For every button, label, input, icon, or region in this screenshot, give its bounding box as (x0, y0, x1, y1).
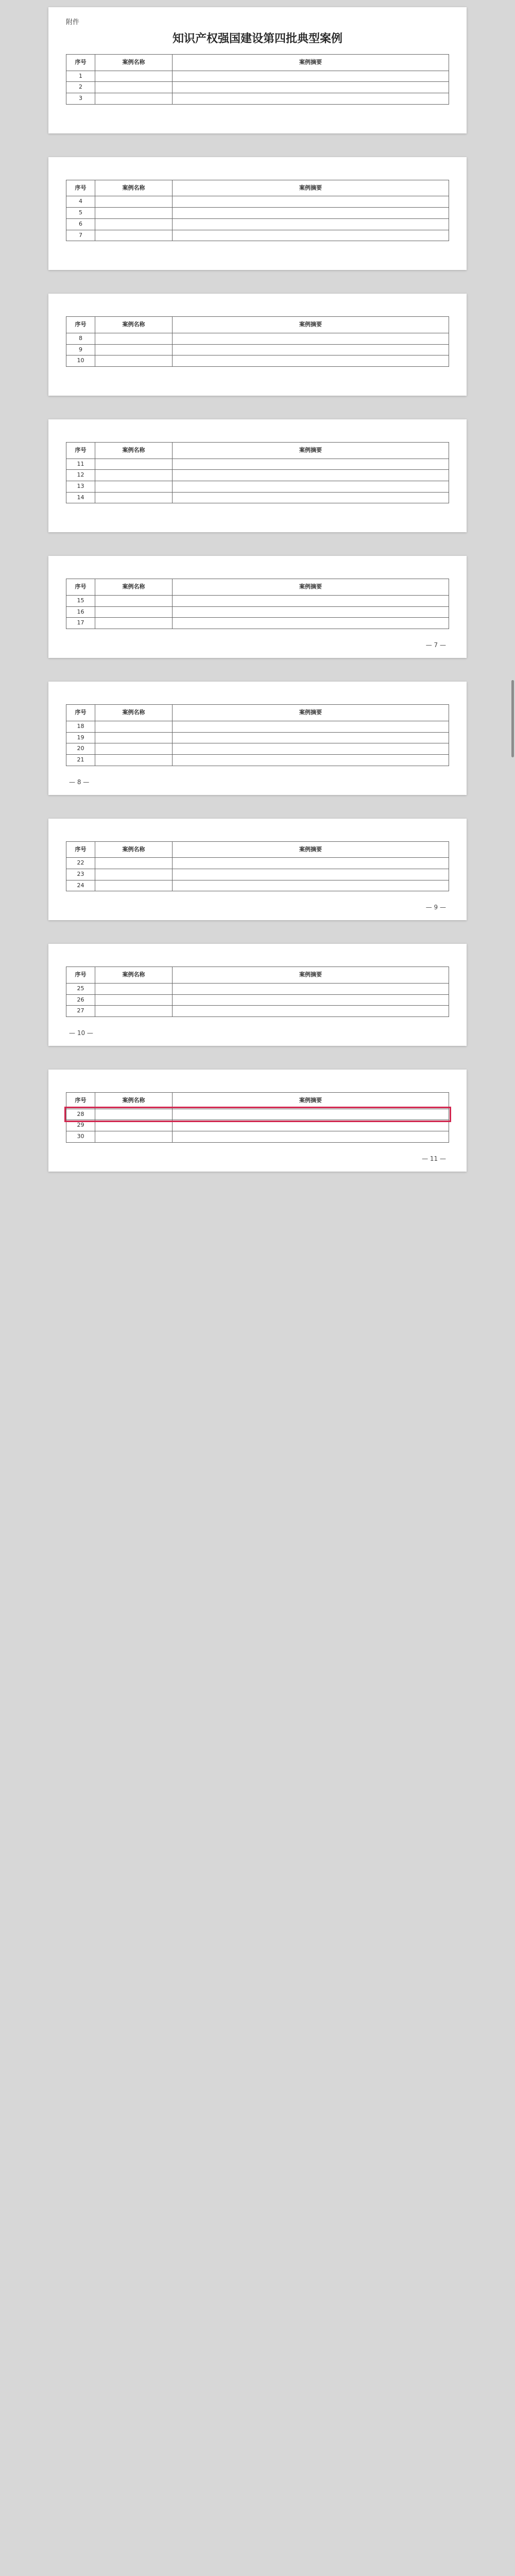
document-page (48, 294, 467, 396)
document-page (48, 1070, 467, 1172)
case-summary (173, 984, 449, 995)
row-number: 21 (66, 754, 95, 766)
header-no: 序号 (66, 180, 95, 196)
case-name (95, 196, 173, 208)
document-page (48, 682, 467, 794)
row-number: 4 (66, 196, 95, 208)
case-summary (173, 218, 449, 230)
row-number: 15 (66, 596, 95, 607)
case-name (95, 230, 173, 241)
document-page (48, 419, 467, 532)
header-case-summary: 案例摘要 (173, 579, 449, 596)
case-name (95, 492, 173, 503)
case-summary (173, 333, 449, 344)
row-number: 1 (66, 71, 95, 82)
table-row (66, 869, 449, 880)
table-row (66, 344, 449, 355)
row-number: 24 (66, 880, 95, 891)
case-name (95, 732, 173, 743)
case-summary (173, 230, 449, 241)
cases-table (66, 704, 449, 766)
case-name (95, 1120, 173, 1131)
row-number: 12 (66, 470, 95, 481)
case-summary (173, 481, 449, 493)
table-row (66, 208, 449, 219)
cases-table (66, 442, 449, 503)
case-name (95, 994, 173, 1006)
case-name (95, 1109, 173, 1120)
table-row (66, 1131, 449, 1143)
header-case-name: 案例名称 (95, 317, 173, 333)
cases-table (66, 841, 449, 892)
case-summary (173, 1131, 449, 1143)
case-name (95, 721, 173, 732)
table-row (66, 858, 449, 869)
table-header-row (66, 579, 449, 596)
header-no: 序号 (66, 317, 95, 333)
case-name (95, 618, 173, 629)
row-number: 5 (66, 208, 95, 219)
table-row (66, 230, 449, 241)
case-summary (173, 93, 449, 105)
table-row (66, 196, 449, 208)
cases-table (66, 579, 449, 629)
page-number: — 10 — (69, 1029, 93, 1037)
table-header-row (66, 1093, 449, 1109)
annex-label: 附件 (66, 19, 80, 26)
table-header-row (66, 55, 449, 71)
row-number: 6 (66, 218, 95, 230)
scrollbar-thumb[interactable] (511, 680, 514, 757)
row-number: 13 (66, 481, 95, 493)
table-row (66, 470, 449, 481)
case-name (95, 333, 173, 344)
case-summary (173, 880, 449, 891)
header-no: 序号 (66, 967, 95, 984)
table-row (66, 984, 449, 995)
cases-table (66, 54, 449, 105)
case-summary (173, 470, 449, 481)
row-number: 26 (66, 994, 95, 1006)
row-number: 8 (66, 333, 95, 344)
cases-table (66, 967, 449, 1017)
row-number: 10 (66, 355, 95, 367)
header-case-name: 案例名称 (95, 1093, 173, 1109)
header-no: 序号 (66, 841, 95, 858)
header-case-summary: 案例摘要 (173, 841, 449, 858)
header-case-name: 案例名称 (95, 180, 173, 196)
document-page (48, 819, 467, 921)
table-header-row (66, 705, 449, 721)
table-row (66, 82, 449, 93)
case-name (95, 1006, 173, 1017)
case-summary (173, 596, 449, 607)
case-name (95, 743, 173, 755)
table-row (66, 459, 449, 470)
header-case-summary: 案例摘要 (173, 1093, 449, 1109)
row-number: 23 (66, 869, 95, 880)
case-summary (173, 1120, 449, 1131)
row-number: 30 (66, 1131, 95, 1143)
case-summary (173, 208, 449, 219)
row-number: 18 (66, 721, 95, 732)
page-number: — 7 — (425, 641, 446, 649)
cases-table (66, 316, 449, 367)
case-name (95, 470, 173, 481)
header-case-summary: 案例摘要 (173, 180, 449, 196)
header-no: 序号 (66, 705, 95, 721)
case-name (95, 869, 173, 880)
table-row (66, 732, 449, 743)
row-number: 25 (66, 984, 95, 995)
case-summary (173, 858, 449, 869)
header-case-summary: 案例摘要 (173, 317, 449, 333)
case-name (95, 344, 173, 355)
case-summary (173, 82, 449, 93)
header-case-name: 案例名称 (95, 579, 173, 596)
case-summary (173, 869, 449, 880)
table-header-row (66, 841, 449, 858)
table-row (66, 596, 449, 607)
case-name (95, 481, 173, 493)
table-row (66, 994, 449, 1006)
header-case-summary: 案例摘要 (173, 705, 449, 721)
document-page (48, 7, 467, 133)
case-name (95, 1131, 173, 1143)
row-number: 19 (66, 732, 95, 743)
case-summary (173, 1109, 449, 1120)
case-name (95, 459, 173, 470)
document-title: 知识产权强国建设第四批典型案例 (172, 32, 342, 45)
table-row (66, 1120, 449, 1131)
table-header-row (66, 442, 449, 459)
table-row (66, 721, 449, 732)
document-page (48, 157, 467, 270)
header-case-summary: 案例摘要 (173, 967, 449, 984)
case-summary (173, 355, 449, 367)
row-number: 20 (66, 743, 95, 755)
header-no: 序号 (66, 1093, 95, 1109)
row-number: 3 (66, 93, 95, 105)
header-case-name: 案例名称 (95, 705, 173, 721)
header-no: 序号 (66, 55, 95, 71)
case-summary (173, 196, 449, 208)
case-name (95, 208, 173, 219)
table-row (66, 355, 449, 367)
table-row (66, 606, 449, 618)
header-case-name: 案例名称 (95, 841, 173, 858)
case-name (95, 82, 173, 93)
case-name (95, 858, 173, 869)
header-case-name: 案例名称 (95, 55, 173, 71)
page-number: — 11 — (422, 1155, 446, 1162)
table-row (66, 754, 449, 766)
table-row (66, 880, 449, 891)
case-summary (173, 618, 449, 629)
table-header-row (66, 967, 449, 984)
row-number: 28 (66, 1109, 95, 1120)
case-summary (173, 71, 449, 82)
table-row (66, 618, 449, 629)
case-summary (173, 344, 449, 355)
table-row (66, 71, 449, 82)
case-name (95, 880, 173, 891)
case-summary (173, 994, 449, 1006)
row-number: 9 (66, 344, 95, 355)
document-page (48, 944, 467, 1046)
case-summary (173, 754, 449, 766)
document-viewer[interactable] (0, 0, 515, 1206)
table-row (66, 93, 449, 105)
case-name (95, 71, 173, 82)
case-summary (173, 721, 449, 732)
table-header-row (66, 180, 449, 196)
case-name (95, 754, 173, 766)
cases-table (66, 1092, 449, 1143)
row-number: 7 (66, 230, 95, 241)
table-row-highlighted (66, 1109, 449, 1120)
row-number: 17 (66, 618, 95, 629)
table-row (66, 481, 449, 493)
table-row (66, 743, 449, 755)
case-name (95, 596, 173, 607)
case-summary (173, 459, 449, 470)
document-page (48, 556, 467, 658)
table-row (66, 333, 449, 344)
row-number: 2 (66, 82, 95, 93)
case-summary (173, 743, 449, 755)
vertical-scrollbar[interactable] (510, 0, 515, 2576)
case-summary (173, 732, 449, 743)
header-case-name: 案例名称 (95, 967, 173, 984)
header-case-summary: 案例摘要 (173, 442, 449, 459)
case-name (95, 218, 173, 230)
table-header-row (66, 317, 449, 333)
header-case-summary: 案例摘要 (173, 55, 449, 71)
case-summary (173, 492, 449, 503)
row-number: 16 (66, 606, 95, 618)
case-summary (173, 1006, 449, 1017)
row-number: 22 (66, 858, 95, 869)
header-case-name: 案例名称 (95, 442, 173, 459)
case-name (95, 355, 173, 367)
table-row (66, 1006, 449, 1017)
row-number: 29 (66, 1120, 95, 1131)
table-row (66, 492, 449, 503)
case-name (95, 984, 173, 995)
case-summary (173, 606, 449, 618)
header-no: 序号 (66, 442, 95, 459)
table-row (66, 218, 449, 230)
page-number: — 8 — (69, 778, 90, 786)
page-number: — 9 — (425, 904, 446, 911)
header-no: 序号 (66, 579, 95, 596)
row-number: 27 (66, 1006, 95, 1017)
case-name (95, 606, 173, 618)
case-name (95, 93, 173, 105)
row-number: 14 (66, 492, 95, 503)
cases-table (66, 180, 449, 241)
row-number: 11 (66, 459, 95, 470)
